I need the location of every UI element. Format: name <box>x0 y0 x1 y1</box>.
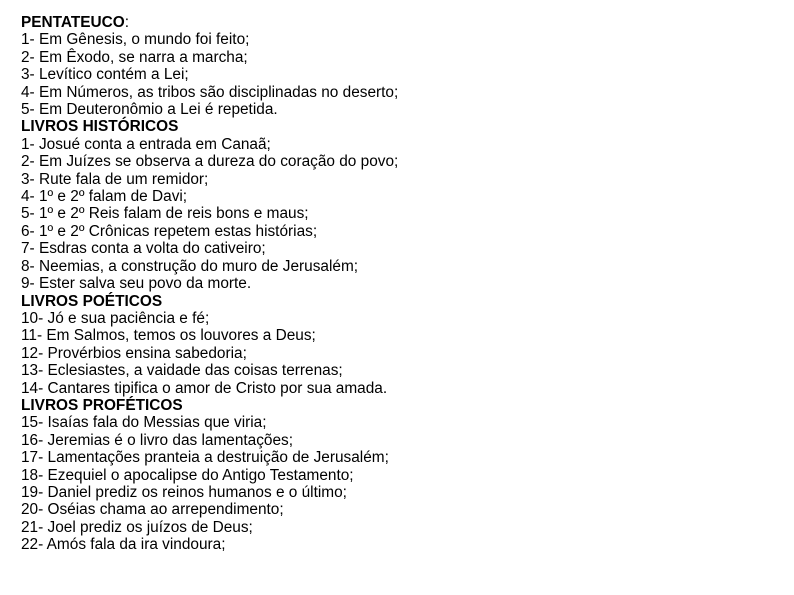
list-item: 8- Neemias, a construção do muro de Jerusalém; <box>21 257 359 275</box>
list-item: 10- Jó e sua paciência e fé; <box>21 309 210 327</box>
section-title: LIVROS POÉTICOS <box>21 292 163 310</box>
section-title: LIVROS HISTÓRICOS <box>21 118 179 136</box>
list-item: 9- Ester salva seu povo da morte. <box>21 275 252 293</box>
list-item: 13- Eclesiastes, a vaidade das coisas terrenas; <box>21 362 343 380</box>
list-item: 18- Ezequiel o apocalipse do Antigo Testamento; <box>21 466 354 484</box>
list-item: 19- Daniel prediz os reinos humanos e o último; <box>21 483 347 501</box>
list-item: 17- Lamentações pranteia a destruição de Jerusalém; <box>21 449 389 467</box>
document-page <box>21 14 781 554</box>
list-item: 7- Esdras conta a volta do cativeiro; <box>21 240 266 258</box>
list-item: 15- Isaías fala do Messias que viria; <box>21 414 267 432</box>
list-item: 1- Em Gênesis, o mundo foi feito; <box>21 31 250 49</box>
list-item: 5- Em Deuteronômio a Lei é repetida. <box>21 101 278 119</box>
list-item: 3- Rute fala de um remidor; <box>21 170 209 188</box>
list-item: 6- 1º e 2º Crônicas repetem estas histórias; <box>21 222 318 240</box>
section-title: LIVROS PROFÉTICOS <box>21 396 183 414</box>
list-item: 21- Joel prediz os juízos de Deus; <box>21 518 253 536</box>
section-title-suffix: : <box>124 14 130 31</box>
list-item: 20- Oséias chama ao arrependimento; <box>21 501 284 519</box>
list-item: 4- Em Números, as tribos são disciplinadas no deserto; <box>21 83 399 101</box>
section-livros-poeticos <box>21 293 781 397</box>
list-item: 5- 1º e 2º Reis falam de reis bons e maus; <box>21 205 309 223</box>
list-item: 2- Em Êxodo, se narra a marcha; <box>21 48 248 66</box>
list-item: 2- Em Juízes se observa a dureza do coração do povo; <box>21 153 399 171</box>
list-item: 3- Levítico contém a Lei; <box>21 66 189 84</box>
section-heading <box>21 14 781 31</box>
section-livros-historicos <box>21 118 781 292</box>
list-item: 16- Jeremias é o livro das lamentações; <box>21 431 294 449</box>
list-item: 12- Provérbios ensina sabedoria; <box>21 344 247 362</box>
list-item: 11- Em Salmos, temos os louvores a Deus; <box>21 327 316 345</box>
section-livros-profeticos <box>21 397 781 554</box>
section-pentateuco <box>21 14 781 118</box>
list-item: 1- Josué conta a entrada em Canaã; <box>21 135 271 153</box>
section-title: PENTATEUCO <box>21 14 125 31</box>
list-item: 4- 1º e 2º falam de Davi; <box>21 188 188 206</box>
list-item: 14- Cantares tipifica o amor de Cristo por sua amada. <box>21 379 388 397</box>
list-item: 22- Amós fala da ira vindoura; <box>21 536 226 554</box>
